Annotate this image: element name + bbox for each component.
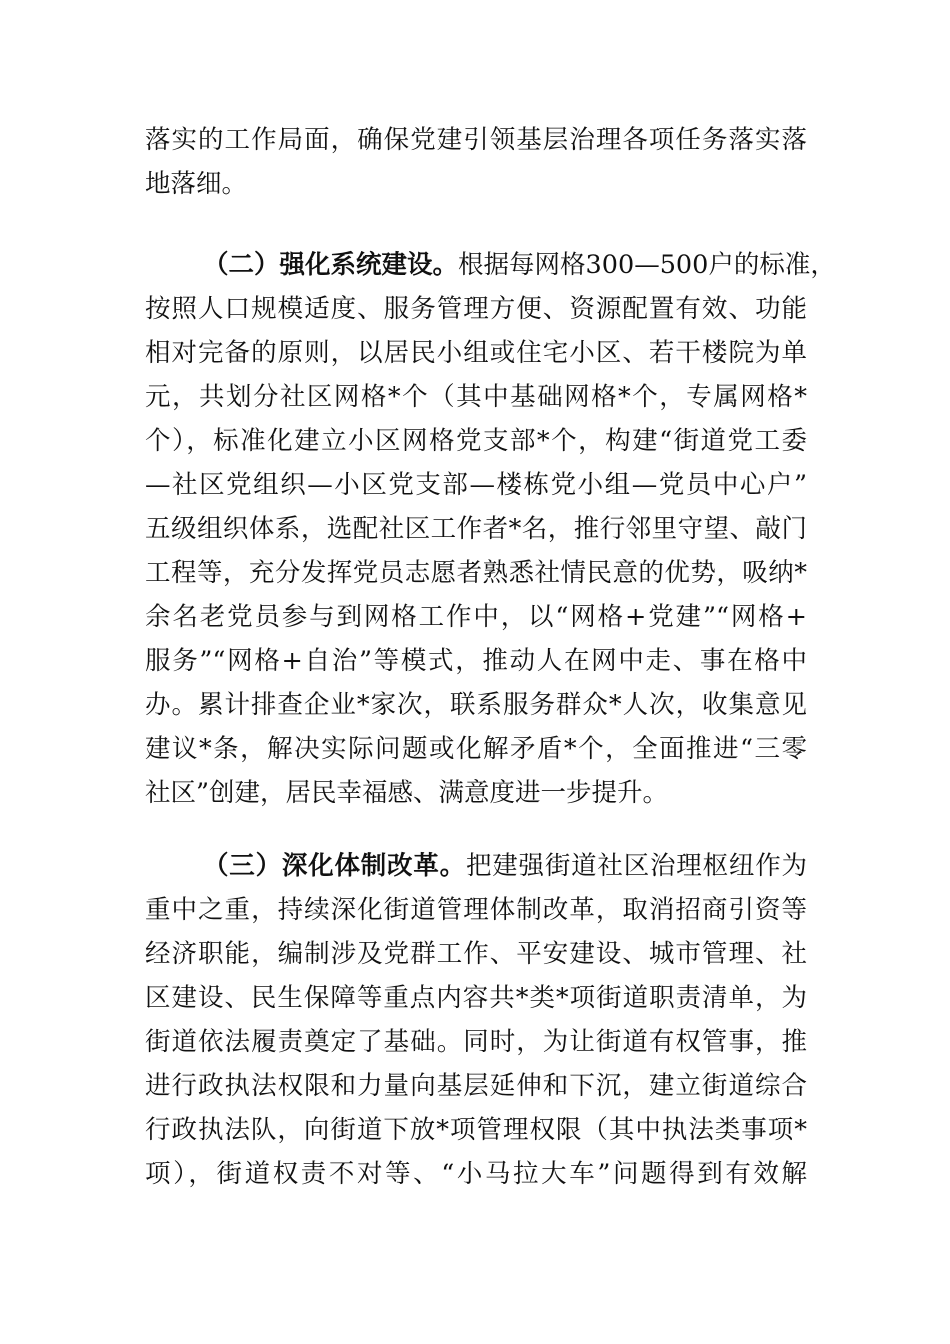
paragraph-first-line [145, 844, 807, 888]
paragraph-line: 行政执法队，向街道下放*项管理权限（其中执法类事项* [145, 1115, 807, 1145]
paragraph-line: 余名老党员参与到网格工作中，以“网格+党建”“网格+ [145, 602, 807, 632]
section-heading: （二）强化系统建设。 [203, 250, 459, 280]
paragraph-line: 经济职能，编制涉及党群工作、平安建设、城市管理、社 [145, 939, 807, 969]
paragraph-line: 社区”创建，居民幸福感、满意度进一步提升。 [145, 778, 669, 808]
paragraph-line: 重中之重，持续深化街道管理体制改革，取消招商引资等 [145, 895, 807, 925]
paragraph-system-building [145, 243, 836, 815]
paragraph-line: —社区党组织—小区党支部—楼栋党小组—党员中心户” [145, 470, 807, 500]
paragraph-line: 个），标准化建立小区网格党支部*个，构建“街道党工委 [145, 426, 807, 456]
paragraph-text: 根据每网格300—500户的标准， [458, 250, 836, 280]
paragraph-line: 街道依法履责奠定了基础。同时，为让街道有权管事，推 [145, 1027, 807, 1057]
section-heading: （三）深化体制改革。 [203, 851, 466, 881]
paragraph-line: 五级组织体系，选配社区工作者*名，推行邻里守望、敲门 [145, 514, 807, 544]
paragraph-line: 地落细。 [145, 169, 248, 199]
paragraph-line: 按照人口规模适度、服务管理方便、资源配置有效、功能 [145, 294, 807, 324]
paragraph-line: 项），街道权责不对等、“小马拉大车”问题得到有效解 [145, 1159, 807, 1189]
paragraph-continuation [145, 118, 807, 206]
paragraph-line: 建议*条，解决实际问题或化解矛盾*个，全面推进“三零 [145, 734, 807, 764]
paragraph-line: 办。累计排查企业*家次，联系服务群众*人次，收集意见 [145, 690, 807, 720]
paragraph-line: 进行政执法权限和力量向基层延伸和下沉，建立街道综合 [145, 1071, 807, 1101]
paragraph-line: 相对完备的原则，以居民小组或住宅小区、若干楼院为单 [145, 338, 807, 368]
paragraph-line: 工程等，充分发挥党员志愿者熟悉社情民意的优势，吸纳* [145, 558, 807, 588]
paragraph-line: 落实的工作局面，确保党建引领基层治理各项任务落实落 [145, 125, 807, 155]
paragraph-line: 服务”“网格+自治”等模式，推动人在网中走、事在格中 [145, 646, 807, 676]
paragraph-system-reform [145, 844, 807, 1196]
paragraph-first-line [145, 243, 836, 287]
paragraph-line: 区建设、民生保障等重点内容共*类*项街道职责清单，为 [145, 983, 807, 1013]
paragraph-text: 把建强街道社区治理枢纽作为 [465, 851, 807, 881]
paragraph-line: 元，共划分社区网格*个（其中基础网格*个，专属网格* [145, 382, 807, 412]
